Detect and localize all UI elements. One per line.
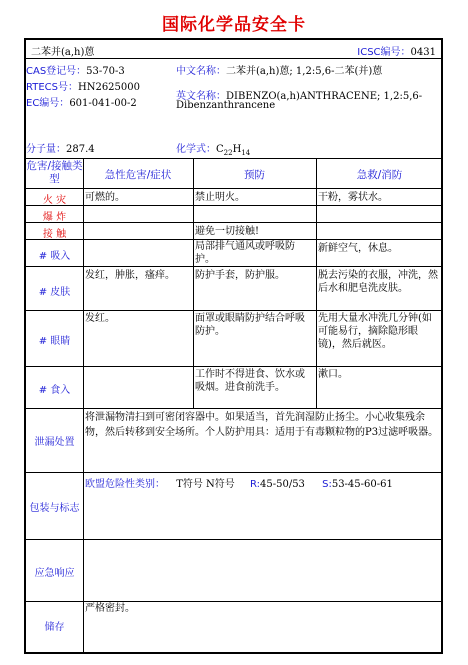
skin-firstaid: 脱去污染的衣服，冲洗，然后水和肥皂洗皮肤。 <box>318 270 438 294</box>
row-label-ingestion: # 食入 <box>38 385 71 396</box>
eyes-prevention: 面罩或眼睛防护结合呼吸防护。 <box>195 313 305 337</box>
header-hazard: 急性危害/症状 <box>104 169 172 181</box>
fire-prevention: 禁止明火。 <box>195 192 245 203</box>
header-prevention: 预防 <box>244 169 265 181</box>
skin-prevention: 防护手套，防护服。 <box>195 270 285 281</box>
chemical-formula <box>176 140 250 157</box>
molecular-weight <box>26 140 95 155</box>
icsc-number <box>357 43 436 58</box>
r-phrase-label: R: <box>249 479 260 490</box>
divider <box>26 472 441 473</box>
spill-text: 将泄漏物清扫到可密闭容器中。如果适当，首先润湿防止扬尘。小心收集残余物，然后转移到安全场所。个人防护用具：适用于有毒颗粒物的P3过滤呼吸器。 <box>85 412 439 438</box>
storage-text: 严格密封。 <box>85 603 135 614</box>
hazard-symbols: T符号 N符号 <box>176 479 235 490</box>
eu-danger-label: 欧盟危险性类别： <box>85 479 165 490</box>
chinese-name-label: 中文名称： <box>176 66 226 77</box>
s-phrase-label: S: <box>322 479 332 490</box>
icsc-value: 0431 <box>410 47 436 58</box>
cas-number <box>26 62 125 77</box>
spill-label: 泄漏处置 <box>34 437 75 448</box>
row-label-explosion: 爆 炸 <box>42 212 67 223</box>
eyes-hazard: 发红。 <box>85 313 115 324</box>
fire-firstaid: 干粉，雾状水。 <box>318 192 388 203</box>
formula-h-sub: 14 <box>241 149 251 157</box>
divider <box>26 366 441 367</box>
divider <box>26 539 441 540</box>
ingestion-prevention: 工作时不得进食、饮水或吸烟。进食前洗手。 <box>195 369 305 393</box>
storage-label: 储存 <box>44 622 65 633</box>
divider <box>26 205 441 206</box>
rtecs-value: HN2625000 <box>77 82 140 93</box>
divider <box>26 58 441 59</box>
row-label-skin: # 皮肤 <box>38 287 71 298</box>
cas-label: CAS登记号： <box>26 66 87 77</box>
divider <box>26 310 441 311</box>
header-type: 危害/接触类型 <box>26 160 83 185</box>
english-name-label: 英文名称： <box>176 91 226 102</box>
divider <box>26 188 441 189</box>
safety-card <box>24 38 443 654</box>
chinese-name-value: 二苯并(a,h)蒽; 1,2:5,6-二苯(并)蒽 <box>226 66 383 77</box>
divider <box>26 222 441 223</box>
col-divider <box>316 158 317 408</box>
card-title: 国际化学品安全卡 <box>162 15 306 35</box>
formula-c: C <box>216 144 224 155</box>
row-label-contact: 接 触 <box>42 229 67 240</box>
mw-label: 分子量： <box>26 144 66 155</box>
emergency-label: 应急响应 <box>34 568 75 579</box>
chemical-name: 二苯并(a,h)蒽 <box>31 47 95 58</box>
contact-prevention: 避免一切接触! <box>195 226 260 237</box>
formula-h: H <box>232 144 242 155</box>
row-label-inhalation: # 吸入 <box>38 251 71 262</box>
icsc-label: ICSC编号： <box>357 47 411 58</box>
english-name-value: DIBENZO(a,h)ANTHRACENE; 1,2:5,6- <box>226 91 423 102</box>
ec-value: 601-041-00-2 <box>69 98 137 109</box>
eyes-firstaid: 先用大量水冲洗几分钟(如可能易行，摘除隐形眼镜)，然后就医。 <box>318 313 432 350</box>
chinese-name <box>176 62 382 77</box>
row-label-eyes: # 眼睛 <box>38 336 71 347</box>
inhalation-firstaid: 新鲜空气，休息。 <box>318 243 398 254</box>
cas-value: 53-70-3 <box>86 66 125 77</box>
english-name-cont: Dibenzanthrancene <box>176 100 276 111</box>
ec-label: EC编号： <box>26 98 70 109</box>
divider <box>26 408 441 409</box>
packaging-label: 包装与标志 <box>29 503 80 514</box>
row-label-fire: 火 灾 <box>42 195 67 206</box>
col-divider <box>193 158 194 408</box>
r-phrase-value: 45-50/53 <box>260 479 305 490</box>
fire-hazard: 可燃的。 <box>85 192 125 203</box>
s-phrase-value: 53-45-60-61 <box>331 479 393 490</box>
divider <box>26 266 441 267</box>
rtecs-label: RTECS号： <box>26 82 78 93</box>
inhalation-prevention: 局部排气通风或呼吸防护。 <box>195 241 295 265</box>
formula-c-sub: 22 <box>223 149 233 157</box>
divider <box>26 158 441 159</box>
mw-value: 287.4 <box>66 144 95 155</box>
skin-hazard: 发红，肿胀，瘙痒。 <box>85 270 175 281</box>
formula-label: 化学式： <box>176 144 216 155</box>
ec-number <box>26 94 137 109</box>
rtecs-number <box>26 78 140 93</box>
packaging-classification <box>85 475 393 490</box>
ingestion-firstaid: 漱口。 <box>318 369 348 380</box>
header-firstaid: 急救/消防 <box>356 169 403 181</box>
col-divider <box>83 158 84 652</box>
